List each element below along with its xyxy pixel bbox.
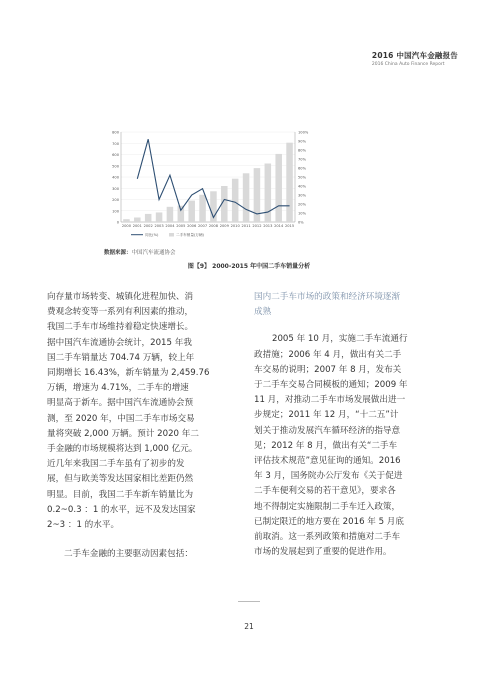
left-paragraph-2: 二手车金融的主要驱动因素包括： bbox=[64, 549, 193, 560]
source-text: 中国汽车流通协会 bbox=[131, 250, 176, 256]
x-tick-label: 2010 bbox=[230, 224, 240, 228]
bar bbox=[243, 173, 250, 222]
right-paragraph: 2005 年 10 月，实施二手车流通行 政措施；2006 年 4 月，做出有关二手 车交易的说明；2007 年 8 月，发布关 于二手车交易合同模板的通知；2009 年 11 月，对推动二手车市场发展做出进一 步规定；2011 年 12 月，“十二五”计 划关于推动发展汽车循环经济的指导意 见；2012 年 8 月，做出有关“二手车 评估技术规范”意见征询的通知。2016 年 3 月，国务院办公厅发布《关于促进 二手车便利交易的若干意见》，要求各 地不得制定实施限制二手车迁入政策， 已制定限迁的地方要在 2016 年 5 月底 前取消。这一系列政策和措施对二手车 市场的发展起到了重要的促进作用。 bbox=[254, 334, 408, 558]
y-right-tick-label: 30% bbox=[298, 193, 306, 198]
y-left-tick-label: 800 bbox=[112, 130, 119, 135]
x-tick-label: 2006 bbox=[187, 224, 197, 228]
bar bbox=[123, 219, 130, 222]
page-rule bbox=[238, 601, 260, 602]
y-right-tick-label: 40% bbox=[298, 184, 306, 189]
y-right-tick-label: 10% bbox=[298, 211, 306, 216]
bar bbox=[275, 154, 282, 222]
y-left-tick-label: 600 bbox=[112, 153, 119, 157]
data-source bbox=[104, 248, 176, 256]
y-left-tick-label: 400 bbox=[112, 175, 119, 180]
x-tick-label: 2005 bbox=[176, 224, 186, 228]
x-tick-label: 2008 bbox=[208, 224, 219, 228]
left-column bbox=[47, 290, 234, 562]
y-right-tick-label: 20% bbox=[298, 202, 306, 207]
x-tick-label: 2002 bbox=[143, 224, 153, 228]
x-tick-label: 2012 bbox=[252, 224, 262, 228]
page-header bbox=[372, 50, 458, 67]
bar bbox=[232, 179, 239, 222]
figure-caption: 图【9】 2000-2015 年中国二手车销量分析 bbox=[187, 263, 311, 270]
x-tick-label: 2009 bbox=[219, 224, 229, 228]
x-tick-label: 2013 bbox=[263, 224, 273, 228]
bar bbox=[134, 218, 141, 223]
legend-bar-swatch bbox=[169, 233, 174, 237]
page-number: 21 bbox=[244, 622, 254, 631]
x-tick-label: 2015 bbox=[284, 224, 295, 228]
y-right-tick-label: 90% bbox=[298, 139, 306, 144]
bar bbox=[188, 201, 195, 222]
y-left-tick-label: 300 bbox=[112, 186, 119, 191]
x-tick-label: 2000 bbox=[121, 224, 132, 228]
y-right-tick-label: 80% bbox=[298, 148, 306, 153]
y-left-tick-label: 700 bbox=[112, 141, 119, 146]
x-tick-label: 2014 bbox=[274, 224, 284, 228]
y-left-tick-label: 100 bbox=[112, 209, 119, 214]
source-label: 数据来源： bbox=[104, 250, 132, 256]
section-heading: 国内二手车市场的政策和经济环境逐渐 成熟 bbox=[254, 292, 401, 318]
y-left-tick-label: 500 bbox=[112, 164, 119, 169]
y-right-tick-label: 100% bbox=[298, 130, 309, 135]
bar bbox=[199, 195, 206, 222]
x-tick-label: 2001 bbox=[132, 224, 142, 228]
y-right-tick-label: 50% bbox=[298, 175, 306, 180]
x-tick-label: 2011 bbox=[241, 224, 251, 228]
bar bbox=[286, 143, 293, 222]
chart-svg bbox=[105, 128, 325, 243]
legend-label: 同比(%) bbox=[145, 233, 159, 237]
sales-chart bbox=[105, 128, 325, 247]
right-column bbox=[254, 290, 450, 560]
bar bbox=[265, 164, 272, 223]
y-right-tick-label: 70% bbox=[298, 157, 306, 162]
y-right-tick-label: 0% bbox=[298, 220, 304, 225]
y-left-tick-label: 200 bbox=[112, 198, 119, 202]
x-tick-label: 2004 bbox=[165, 224, 175, 228]
legend-label: 二手车销量(万辆) bbox=[176, 233, 204, 237]
y-left-tick-label: 0 bbox=[116, 220, 119, 225]
report-subtitle: 2016 China Auto Finance Report bbox=[371, 62, 445, 67]
y-right-tick-label: 60% bbox=[298, 166, 306, 171]
x-tick-label: 2007 bbox=[197, 224, 208, 228]
bar bbox=[156, 212, 163, 222]
report-title: 2016 中国汽车金融报告 bbox=[371, 51, 458, 60]
bar bbox=[178, 206, 185, 222]
bar bbox=[167, 207, 174, 222]
bar bbox=[145, 214, 152, 222]
x-tick-label: 2003 bbox=[154, 224, 164, 228]
left-paragraph-1: 向存量市场转变、城镇化进程加快、消 费观念转变等一系列有利因素的推动， 我国二手车市场维持着稳定快速增长。 据中国汽车流通协会统计，2015 年我 国二手车销量达 704.74 万辆，较上年 同期增长 16.43%，新车销量为 2,459.76 万辆，增速为 4.71%，二手车的增速 明显高于新车。据中国汽车流通协会预 测，至 2020 年，中国二手车市场交易 量将突破 2,000 万辆。预计 2020 年二 手金融的市场规模将达到 1,000 亿元。 近几年来我国二手车虽有了初步的发 展，但与欧美等发达国家相比差距仍然 明显。目前，我国二手车新车销量比为 0.2~0.3 ：1 的水平，远不及发达国家 2~3 ：1 的水平。 bbox=[47, 292, 210, 531]
